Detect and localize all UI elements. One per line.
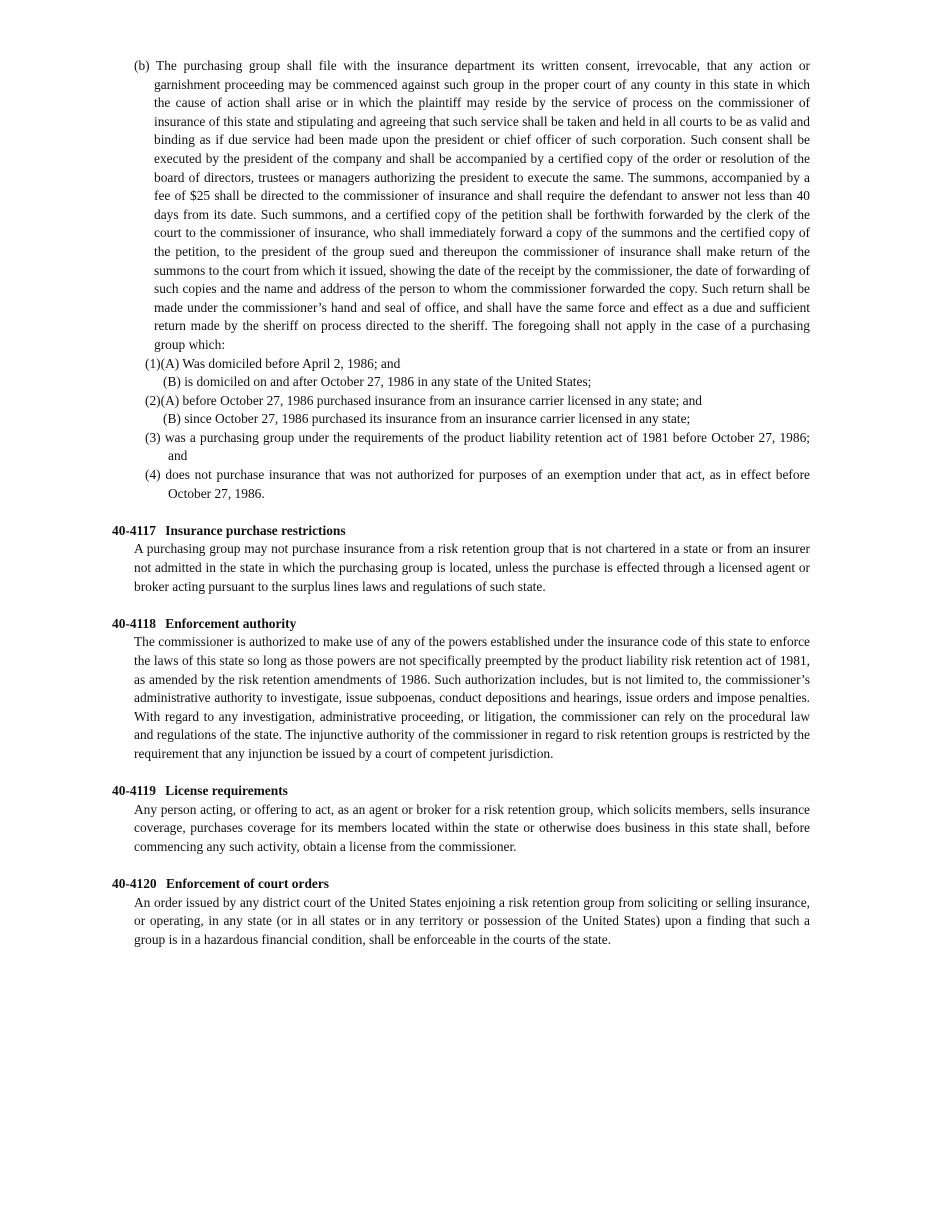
item-1b: (B) is domiciled on and after October 27, 1986 in any state of the United States; <box>163 374 592 390</box>
section-heading <box>112 782 810 801</box>
section-40-4118 <box>112 615 810 764</box>
item-2a: (2)(A) before October 27, 1986 purchased insurance from an insurance carrier licensed in any state; and <box>145 392 702 408</box>
section-40-4120 <box>112 875 810 949</box>
item-4: (4) does not purchase insurance that was not authorized for purposes of an exemption under that act, as in effect before October 27, 1986. <box>145 467 810 501</box>
section-title: Enforcement of court orders <box>166 876 329 892</box>
section-body: The commissioner is authorized to make use of any of the powers established under the insurance code of this state to enforce the laws of this state so long as those powers are not specifically preempted by the product liability risk retention act of 1981, as amended by the risk retention amendments of 1986. Such authorization includes, but is not limited to, the commissioner’s administrative authority to investigate, issue subpoenas, conduct depositions and hearings, issue orders and impose penalties. With regard to any investigation, administrative proceeding, or litigation, the commissioner can rely on the procedural law and regulations of the state. The injunctive authority of the commissioner in regard to risk retention groups is restricted by the requirement that any injunction be issued by a court of competent jurisdiction. <box>134 634 810 761</box>
section-title: License requirements <box>165 783 288 799</box>
paragraph-b: (b) The purchasing group shall file with the insurance department its written consent, irrevocable, that any action or garnishment proceeding may be commenced against such group in the proper court of any county in this state in which the cause of action shall arise or in which the plaintiff may reside by the service of process on the commissioner of insurance of this state and stipulating and agreeing that such service shall be taken and held in all courts to be as valid and binding as if due service had been made upon the president or chief officer of such corporation. Such consent shall be executed by the president of the company and shall be accompanied by a certified copy of the order or resolution of the board of directors, trustees or managers authorizing the president to execute the same. The summons, accompanied by a fee of $25 shall be directed to the commissioner of insurance and shall require the defendant to answer not less than 40 days from its date. Such summons, and a certified copy of the petition shall be forthwith forwarded by the clerk of the court to the commissioner of insurance, who shall immediately forward a copy of the summons and the certified copy of the petition, to the president of the group sued and thereupon the commissioner of insurance shall make return of the summons to the court from which it issued, showing the date of the receipt by the commissioner, the date of forwarding of such copies and the name and address of the person to whom the commissioner forwarded the copy. Such return shall be made under the commissioner’s hand and seal of office, and shall have the same force and effect as a due and sufficient return made by the sheriff on process directed to the sheriff. The foregoing shall not apply in the case of a purchasing group which: <box>134 58 810 352</box>
section-40-4117 <box>112 522 810 596</box>
document-page <box>112 57 810 950</box>
section-heading <box>112 615 810 634</box>
section-40-4119 <box>112 782 810 856</box>
section-body: A purchasing group may not purchase insurance from a risk retention group that is not chartered in a state or from an insurer not admitted in the state in which the purchasing group is located, unless the purchase is effected through a licensed agent or broker acting pursuant to the surplus lines laws and regulations of such state. <box>134 541 810 594</box>
section-body: An order issued by any district court of the United States enjoining a risk retention group from soliciting or selling insurance, or operating, in any state (or in all states or in any territory or possession of the United States) upon a finding that such a group is in a hazardous financial condition, shall be enforceable in the courts of the state. <box>134 894 810 947</box>
item-3: (3) was a purchasing group under the requirements of the product liability retention act of 1981 before October 27, 1986; and <box>145 429 810 464</box>
item-1a: (1)(A) Was domiciled before April 2, 1986; and <box>145 355 401 371</box>
section-number: 40-4117 <box>112 522 156 538</box>
section-heading <box>112 522 810 541</box>
section-number: 40-4119 <box>112 783 156 799</box>
section-number: 40-4118 <box>112 615 156 631</box>
section-number: 40-4120 <box>112 876 157 892</box>
section-body: Any person acting, or offering to act, as an agent or broker for a risk retention group, which solicits members, sells insurance coverage, purchases coverage for its members located within the state or otherwise does business in this state shall, before commencing any such activity, obtain a license from the commissioner. <box>134 801 810 854</box>
section-title: Enforcement authority <box>165 615 297 631</box>
section-title: Insurance purchase restrictions <box>165 522 346 538</box>
section-heading <box>112 875 810 894</box>
item-2b: (B) since October 27, 1986 purchased its insurance from an insurance carrier licensed in any state; <box>163 411 691 427</box>
